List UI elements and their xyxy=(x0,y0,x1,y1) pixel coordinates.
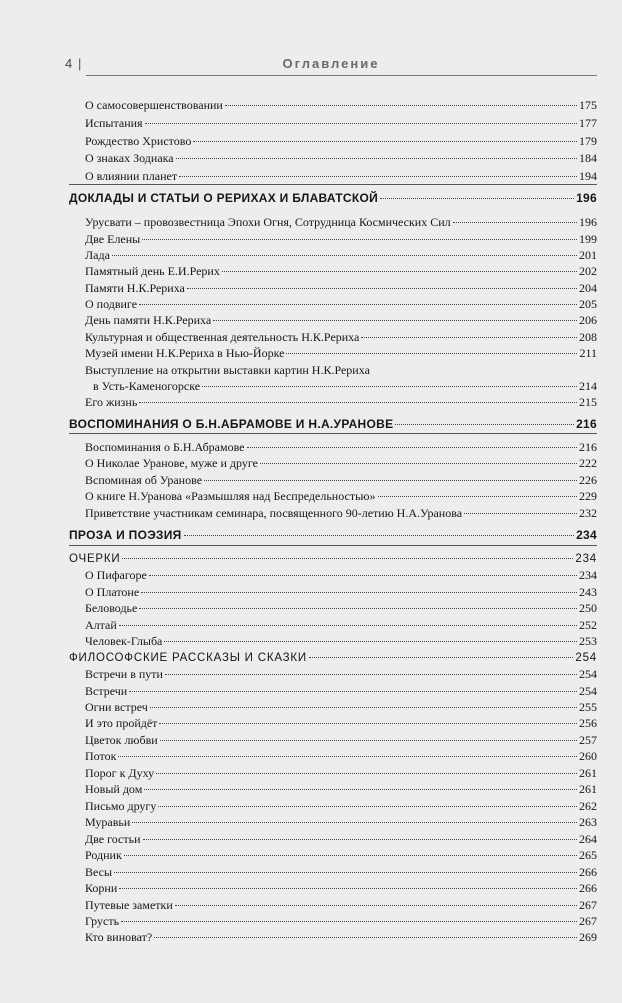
toc-section-heading xyxy=(69,417,597,432)
section-divider xyxy=(69,433,597,434)
toc-entry xyxy=(85,782,597,797)
toc-entry-title: О знаках Зодиака xyxy=(85,151,174,165)
toc-page-number: 263 xyxy=(579,815,597,829)
toc-page-number: 199 xyxy=(579,232,597,246)
toc-dot-leader xyxy=(378,496,577,497)
toc-page-number: 266 xyxy=(579,881,597,895)
toc-page-number: 205 xyxy=(579,297,597,311)
toc-dot-leader xyxy=(213,320,577,321)
toc-entry xyxy=(85,716,597,731)
toc-entry-title: О влиянии планет xyxy=(85,169,178,183)
toc-dot-leader xyxy=(158,806,577,807)
toc-entry-title: Огни встреч xyxy=(85,700,148,714)
toc-dot-leader xyxy=(142,239,577,240)
toc-entry xyxy=(85,169,597,184)
toc-entry xyxy=(85,215,597,230)
toc-page-number: 216 xyxy=(576,417,597,431)
toc-entry-title: Приветствие участникам семинара, посвященного 90-летию Н.А.Уранова xyxy=(85,506,463,520)
toc-entry-title: Две гостьи xyxy=(85,832,141,846)
toc-entry xyxy=(85,248,597,263)
toc-entry xyxy=(85,151,597,166)
toc-page-number: 265 xyxy=(579,848,597,862)
toc-entry-title: О самосовершенствовании xyxy=(85,98,223,112)
toc-entry xyxy=(85,297,597,312)
toc-dot-leader xyxy=(139,304,577,305)
toc-entry xyxy=(85,848,597,863)
toc-page-number: 267 xyxy=(579,914,597,928)
toc-dot-leader xyxy=(222,271,577,272)
toc-entry xyxy=(85,914,597,929)
toc-entry-title: Цветок любви xyxy=(85,733,158,747)
page-number: 4 xyxy=(65,56,73,71)
toc-dot-leader xyxy=(121,921,577,922)
toc-entry xyxy=(85,799,597,814)
toc-page-number: 261 xyxy=(579,766,597,780)
section-divider xyxy=(69,545,597,546)
toc-page-number: 226 xyxy=(579,473,597,487)
toc-page-number: 196 xyxy=(576,191,597,205)
toc-entry-title: Культурная и общественная деятельность Н.К.Рериха xyxy=(85,330,360,344)
header-rule xyxy=(86,75,597,76)
toc-entry-title: Порог к Духу xyxy=(85,766,155,780)
toc-entry xyxy=(85,667,597,682)
toc-dot-leader xyxy=(176,158,577,159)
toc-dot-leader xyxy=(464,513,577,514)
toc-page-number: 254 xyxy=(579,684,597,698)
toc-dot-leader xyxy=(145,123,577,124)
toc-dot-leader xyxy=(179,176,577,177)
toc-entry xyxy=(85,489,597,504)
toc-entry-title: Новый дом xyxy=(85,782,143,796)
toc-page-number: 253 xyxy=(579,634,597,648)
toc-dot-leader xyxy=(165,674,577,675)
toc-dot-leader xyxy=(139,402,577,403)
toc-entry-title: Человек-Глыба xyxy=(85,634,163,648)
toc-dot-leader xyxy=(453,222,577,223)
toc-dot-leader xyxy=(149,575,577,576)
toc-entry xyxy=(85,766,597,781)
toc-entry xyxy=(85,815,597,830)
toc-page-number: 194 xyxy=(579,169,597,183)
toc-dot-leader xyxy=(286,353,577,354)
toc-entry-title: И это пройдёт xyxy=(85,716,158,730)
toc-subsection-heading xyxy=(69,552,597,567)
toc-entry xyxy=(85,634,597,649)
toc-entry-title: Письмо другу xyxy=(85,799,157,813)
toc-dot-leader xyxy=(175,905,577,906)
toc-page-number: 243 xyxy=(579,585,597,599)
toc-entry xyxy=(85,473,597,488)
toc-page-number: 204 xyxy=(579,281,597,295)
toc-entry-title: Памяти Н.К.Рериха xyxy=(85,281,185,295)
toc-page-number: 177 xyxy=(579,116,597,130)
toc-entry-title: Кто виноват? xyxy=(85,930,153,944)
toc-entry xyxy=(85,618,597,633)
toc-dot-leader xyxy=(144,789,577,790)
toc-dot-leader xyxy=(160,740,577,741)
toc-entry-title: О книге Н.Уранова «Размышляя над Беспредельностью» xyxy=(85,489,376,503)
toc-page-number: 211 xyxy=(579,346,597,360)
toc-entry xyxy=(85,363,597,378)
toc-entry xyxy=(85,898,597,913)
toc-page-number: 234 xyxy=(576,528,597,542)
toc-dot-leader xyxy=(132,822,577,823)
toc-entry-title: Грусть xyxy=(85,914,120,928)
toc-page-number: 234 xyxy=(579,568,597,582)
toc-page-number: 261 xyxy=(579,782,597,796)
toc-entry xyxy=(85,395,597,410)
toc-entry xyxy=(85,865,597,880)
toc-entry-title: Встречи в пути xyxy=(85,667,163,681)
toc-dot-leader xyxy=(164,641,577,642)
toc-page-number: 175 xyxy=(579,98,597,112)
toc-entry-title: Поток xyxy=(85,749,117,763)
toc-entry xyxy=(85,684,597,699)
toc-entry xyxy=(85,568,597,583)
toc-entry-title: Две Елены xyxy=(85,232,141,246)
toc-entry-title: ДОКЛАДЫ И СТАТЬИ О РЕРИХАХ И БЛАВАТСКОЙ xyxy=(69,191,379,205)
toc-page-number: 264 xyxy=(579,832,597,846)
toc-page-number: 216 xyxy=(579,440,597,454)
toc-section-heading xyxy=(69,528,597,543)
toc-page-number: 234 xyxy=(575,553,597,565)
toc-section-heading xyxy=(69,191,597,206)
toc-entry-title: Весы xyxy=(85,865,113,879)
toc-entry-title: О Пифагоре xyxy=(85,568,147,582)
toc-page-number: 260 xyxy=(579,749,597,763)
toc-entry xyxy=(85,585,597,600)
header-separator: | xyxy=(78,56,82,71)
toc-entry-title: Алтай xyxy=(85,618,117,632)
toc-entry-title: Муравьи xyxy=(85,815,131,829)
toc-entry-title: День памяти Н.К.Рериха xyxy=(85,313,212,327)
toc-entry-title: Выступление на открытии выставки картин Н.К.Рериха xyxy=(85,363,370,377)
toc-dot-leader xyxy=(247,447,577,448)
toc-entry xyxy=(93,379,597,394)
toc-entry xyxy=(85,313,597,328)
toc-page-number: 255 xyxy=(579,700,597,714)
toc-dot-leader xyxy=(122,558,573,559)
toc-dot-leader xyxy=(187,288,577,289)
toc-dot-leader xyxy=(119,625,577,626)
toc-entry-title: Урусвати – провозвестница Эпохи Огня, Сотрудница Космических Сил xyxy=(85,215,451,229)
toc-entry xyxy=(85,881,597,896)
toc-dot-leader xyxy=(204,480,577,481)
toc-dot-leader xyxy=(139,608,577,609)
section-divider xyxy=(69,184,597,185)
toc-entry xyxy=(85,506,597,521)
toc-dot-leader xyxy=(119,888,577,889)
toc-page-number: 201 xyxy=(579,248,597,262)
toc-entry-title: Путевые заметки xyxy=(85,898,173,912)
toc-page-number: 269 xyxy=(579,930,597,944)
toc-entry xyxy=(85,281,597,296)
toc-dot-leader xyxy=(141,592,577,593)
toc-entry xyxy=(85,134,597,149)
toc-entry-title: ОЧЕРКИ xyxy=(69,553,121,565)
toc-page-number: 267 xyxy=(579,898,597,912)
toc-dot-leader xyxy=(361,337,577,338)
toc-page-number: 214 xyxy=(579,379,597,393)
toc-entry xyxy=(85,264,597,279)
toc-entry-title: Родник xyxy=(85,848,122,862)
toc-entry xyxy=(85,232,597,247)
toc-entry xyxy=(85,346,597,361)
toc-entry-title: Его жизнь xyxy=(85,395,138,409)
toc-entry-title: ПРОЗА И ПОЭЗИЯ xyxy=(69,528,182,542)
toc-entry-title: ФИЛОСОФСКИЕ РАССКАЗЫ И СКАЗКИ xyxy=(69,652,307,664)
toc-entry xyxy=(85,832,597,847)
toc-page-number: 262 xyxy=(579,799,597,813)
toc-dot-leader xyxy=(114,872,577,873)
toc-entry xyxy=(85,733,597,748)
toc-dot-leader xyxy=(154,937,577,938)
toc-page-number: 254 xyxy=(579,667,597,681)
toc-dot-leader xyxy=(159,723,577,724)
toc-entry xyxy=(85,930,597,945)
toc-entry-title: Музей имени Н.К.Рериха в Нью-Йорке xyxy=(85,346,285,360)
toc-page-number: 266 xyxy=(579,865,597,879)
toc-page-number: 254 xyxy=(575,652,597,664)
toc-dot-leader xyxy=(260,463,577,464)
toc-page-number: 208 xyxy=(579,330,597,344)
header-title: Оглавление xyxy=(282,56,380,71)
toc-dot-leader xyxy=(150,707,577,708)
toc-page-number: 196 xyxy=(579,215,597,229)
toc-dot-leader xyxy=(184,535,574,536)
toc-entry-title: ВОСПОМИНАНИЯ О Б.Н.АБРАМОВЕ И Н.А.УРАНОВЕ xyxy=(69,417,394,431)
toc-entry-title: Встречи xyxy=(85,684,128,698)
toc-page-number: 184 xyxy=(579,151,597,165)
toc-page-number: 250 xyxy=(579,601,597,615)
toc-page-number: 257 xyxy=(579,733,597,747)
toc-entry-title: Воспоминания о Б.Н.Абрамове xyxy=(85,440,245,454)
toc-page-number: 229 xyxy=(579,489,597,503)
toc-dot-leader xyxy=(225,105,577,106)
toc-dot-leader xyxy=(309,657,573,658)
toc-entry-title: О подвиге xyxy=(85,297,138,311)
toc-entry xyxy=(85,98,597,113)
toc-page-number: 252 xyxy=(579,618,597,632)
toc-entry xyxy=(85,116,597,131)
toc-page-number: 232 xyxy=(579,506,597,520)
toc-entry xyxy=(85,749,597,764)
toc-page-number: 215 xyxy=(579,395,597,409)
toc-dot-leader xyxy=(129,691,577,692)
toc-dot-leader xyxy=(118,756,577,757)
toc-dot-leader xyxy=(112,255,577,256)
toc-entry xyxy=(85,330,597,345)
toc-dot-leader xyxy=(156,773,577,774)
toc-page-number: 202 xyxy=(579,264,597,278)
toc-entry-title: Вспоминая об Уранове xyxy=(85,473,203,487)
toc-entry-title: Корни xyxy=(85,881,118,895)
toc-entry-title: О Николае Уранове, муже и друге xyxy=(85,456,258,470)
toc-entry-title: Памятный день Е.И.Рерих xyxy=(85,264,220,278)
toc-page-number: 179 xyxy=(579,134,597,148)
toc-page-number: 256 xyxy=(579,716,597,730)
toc-page-number: 206 xyxy=(579,313,597,327)
toc-dot-leader xyxy=(395,424,574,425)
toc-page-number: 222 xyxy=(579,456,597,470)
toc-entry-title: Рождество Христово xyxy=(85,134,192,148)
toc-entry-title: в Усть-Каменогорске xyxy=(93,379,201,393)
toc-dot-leader xyxy=(124,855,577,856)
toc-dot-leader xyxy=(143,839,578,840)
toc-dot-leader xyxy=(380,198,574,199)
toc-entry xyxy=(85,601,597,616)
toc-entry xyxy=(85,456,597,471)
toc-entry-title: Беловодье xyxy=(85,601,138,615)
toc-entry xyxy=(85,440,597,455)
toc-entry-title: Испытания xyxy=(85,116,143,130)
toc-entry xyxy=(85,700,597,715)
toc-subsection-heading xyxy=(69,651,597,666)
running-header xyxy=(65,54,597,76)
toc-dot-leader xyxy=(193,141,577,142)
toc-entry-title: Лада xyxy=(85,248,110,262)
toc-entry-title: О Платоне xyxy=(85,585,140,599)
toc-dot-leader xyxy=(202,386,577,387)
